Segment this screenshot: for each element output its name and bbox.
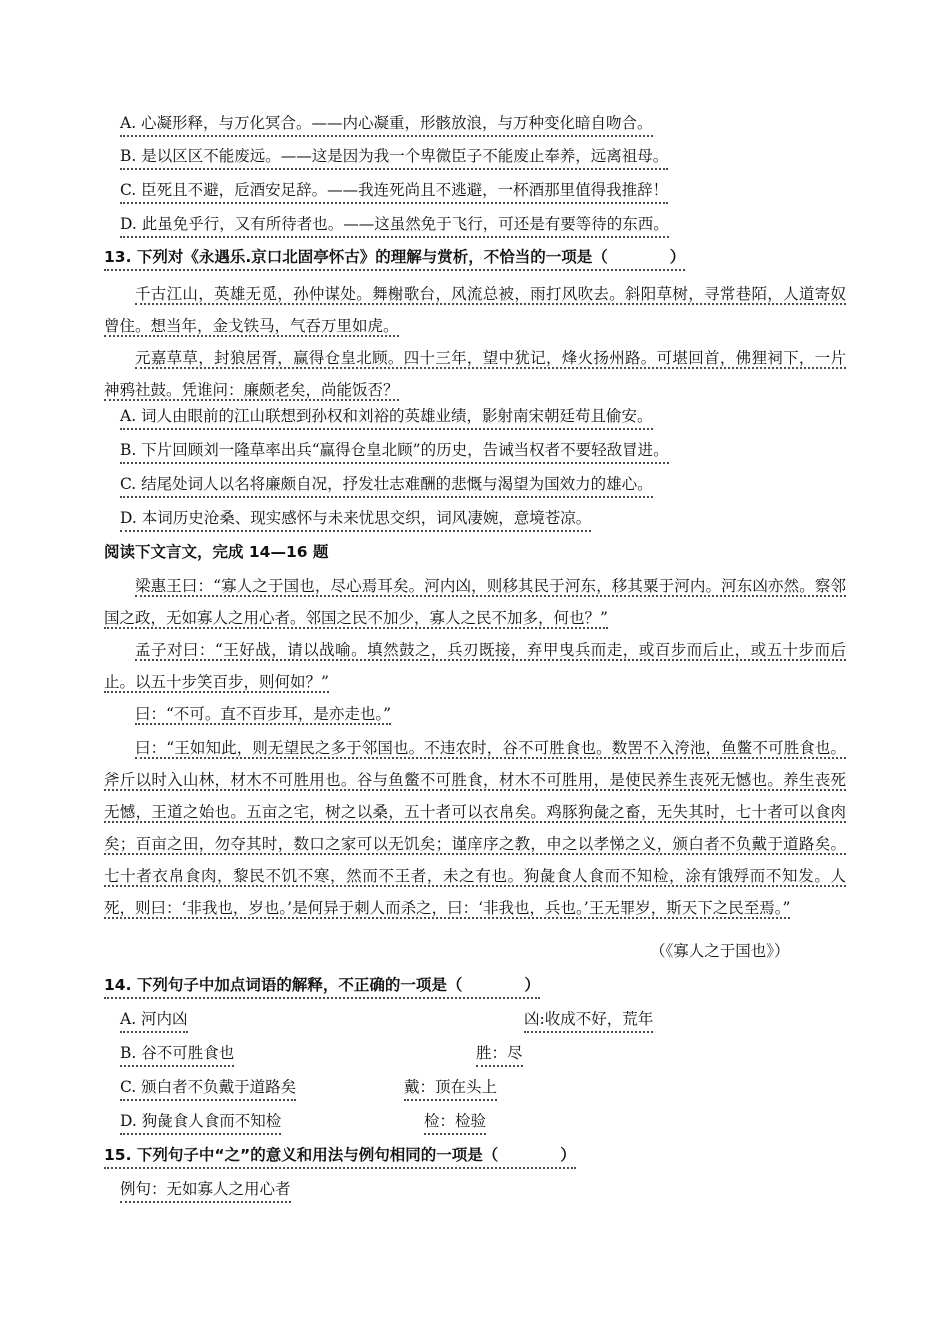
- reading-para-1: [104, 570, 846, 634]
- q12-option-c: C. 臣死且不避，卮酒安足辞。——我连死尚且不逃避，一杯酒那里值得我推辞！: [120, 179, 668, 204]
- q14-item-b-gloss: 胜：尽: [476, 1042, 523, 1067]
- q13-stem: 13. 下列对《永遇乐.京口北固亭怀古》的理解与赏析，不恰当的一项是（ ）: [104, 246, 685, 271]
- reading-para-2-text: 孟子对曰：“王好战，请以战喻。填然鼓之，兵刃既接，弃甲曳兵而走，或百步而后止，或五十步而后止。以五十步笑百步，则何如？”: [104, 641, 846, 691]
- reading-para-4: [104, 732, 846, 924]
- q14-item-d-gloss: 检：检验: [424, 1110, 486, 1135]
- reading-source: （《寡人之于国也》）: [650, 942, 790, 960]
- reading-heading: 阅读下文言文，完成 14—16 题: [104, 543, 329, 561]
- q14-item-b-sentence: B. 谷不可胜食也: [120, 1042, 234, 1067]
- q13-poem-para-2: [104, 342, 846, 406]
- q14-item-c-sentence: C. 颁白者不负戴于道路矣: [120, 1076, 296, 1101]
- q13-poem-para-1-text: 千古江山，英雄无觅，孙仲谋处。舞榭歌台，风流总被，雨打风吹去。斜阳草树，寻常巷陌，人道寄奴曾住。想当年，金戈铁马，气吞万里如虎。: [104, 285, 846, 335]
- reading-para-4-text: 曰：“王如知此，则无望民之多于邻国也。不违农时，谷不可胜食也。数罟不入洿池，鱼鳖不可胜食也。斧斤以时入山林，材木不可胜用也。谷与鱼鳖不可胜食，材木不可胜用，是使民养生丧死无憾也。养生丧死无憾，王道之始也。五亩之宅，树之以桑，五十者可以衣帛矣。鸡豚狗彘之畜，无失其时，七十者可以食肉矣；百亩之田，勿夺其时，数口之家可以无饥矣；谨庠序之教，申之以孝悌之义，颁白者不负戴于道路矣。七十者衣帛食肉，黎民不饥不寒，然而不王者，未之有也。狗彘食人食而不知检，涂有饿殍而不知发。人死，则曰：‘非我也，岁也。’是何异于刺人而杀之，曰：‘非我也，兵也。’王无罪岁，斯天下之民至焉。”: [104, 739, 846, 917]
- q14-item-c-gloss: 戴：顶在头上: [404, 1076, 497, 1101]
- q15-stem: 15. 下列句子中“之”的意义和用法与例句相同的一项是（ ）: [104, 1144, 576, 1169]
- q13-option-d: D. 本词历史沧桑、现实感怀与未来忧思交织，词风凄婉，意境苍凉。: [120, 507, 591, 532]
- reading-para-1-text: 梁惠王曰：“寡人之于国也，尽心焉耳矣。河内凶，则移其民于河东，移其粟于河内。河东凶亦然。察邻国之政，无如寡人之用心者。邻国之民不加少，寡人之民不加多，何也？”: [104, 577, 846, 627]
- q12-option-a: A. 心凝形释，与万化冥合。——内心凝重，形骸放浪，与万种变化暗自吻合。: [120, 112, 653, 137]
- q14-item-a-sentence: A. 河内凶: [120, 1008, 188, 1033]
- q12-option-b: B. 是以区区不能废远。——这是因为我一个卑微臣子不能废止奉养，远离祖母。: [120, 145, 668, 170]
- q13-option-a: A. 词人由眼前的江山联想到孙权和刘裕的英雄业绩，影射南宋朝廷苟且偷安。: [120, 405, 653, 430]
- q15-example: 例句：无如寡人之用心者: [120, 1178, 291, 1203]
- reading-para-3-text: 曰：“不可。直不百步耳，是亦走也。”: [135, 705, 392, 723]
- q13-poem-para-2-text: 元嘉草草，封狼居胥，赢得仓皇北顾。四十三年，望中犹记，烽火扬州路。可堪回首，佛狸祠下，一片神鸦社鼓。凭谁问：廉颇老矣，尚能饭否？: [104, 349, 846, 399]
- reading-para-2: [104, 634, 846, 698]
- q14-stem: 14. 下列句子中加点词语的解释，不正确的一项是（ ）: [104, 974, 540, 999]
- q14-item-d-sentence: D. 狗彘食人食而不知检: [120, 1110, 281, 1135]
- reading-para-3: [104, 698, 846, 730]
- q13-option-b: B. 下片回顾刘一隆草率出兵“赢得仓皇北顾”的历史，告诫当权者不要轻敌冒进。: [120, 439, 669, 464]
- q14-item-a-gloss: 凶:收成不好，荒年: [524, 1008, 653, 1033]
- q12-option-d: D. 此虽免乎行，又有所待者也。——这虽然免于飞行，可还是有要等待的东西。: [120, 213, 669, 238]
- q13-option-c: C. 结尾处词人以名将廉颇自况，抒发壮志难酬的悲慨与渴望为国效力的雄心。: [120, 473, 653, 498]
- q13-poem-para-1: [104, 278, 846, 342]
